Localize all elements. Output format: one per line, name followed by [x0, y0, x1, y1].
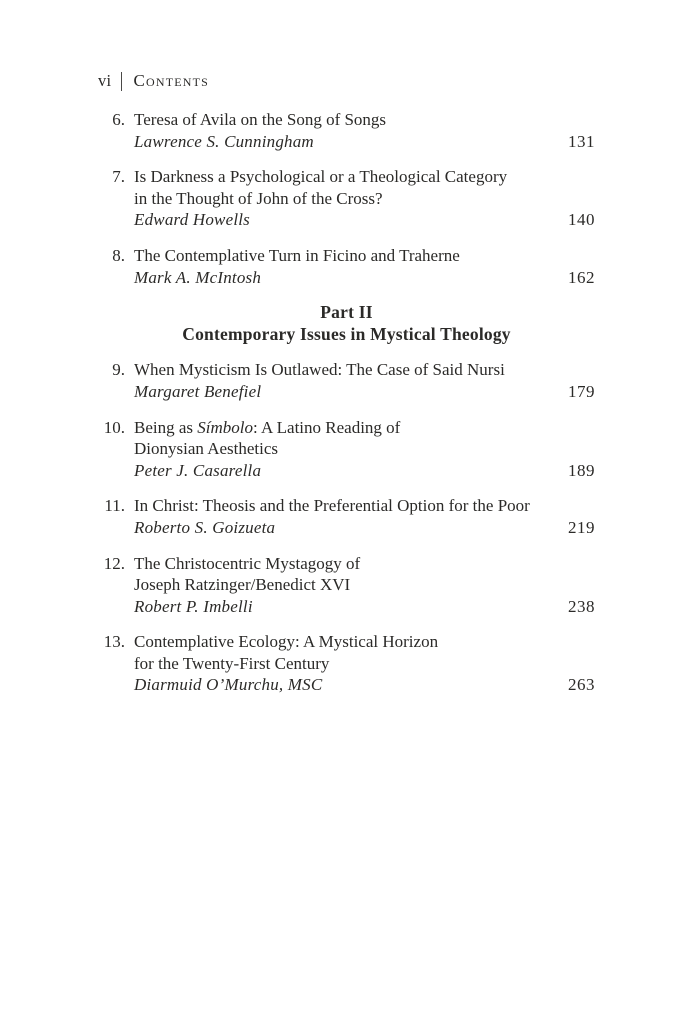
- entry-title: In Christ: Theosis and the Preferential Option for the Poor: [134, 496, 530, 516]
- entry-title: Being as Símbolo: A Latino Reading of Dionysian Aesthetics: [134, 417, 401, 459]
- entry-author-row: [134, 460, 595, 482]
- entry-author-row: [134, 517, 595, 539]
- entry-title: Teresa of Avila on the Song of Songs: [134, 110, 387, 129]
- entry-body: [134, 553, 595, 618]
- entry-number: 11.: [104, 496, 125, 516]
- entry-page-number: 179: [568, 381, 595, 401]
- entry-author-row: [134, 209, 595, 231]
- entry-author: Edward Howells: [134, 210, 250, 230]
- entry-body: [134, 631, 595, 696]
- entry-number: 8.: [112, 245, 125, 265]
- entry-page-number: 219: [568, 517, 595, 537]
- entry-body: [134, 417, 595, 482]
- text-block: [98, 70, 595, 710]
- toc-entry: [98, 245, 595, 288]
- part-number: Part II: [320, 302, 373, 323]
- entry-number: 9.: [112, 360, 125, 380]
- entry-author-row: [134, 131, 595, 153]
- entry-number: 10.: [103, 417, 125, 437]
- entry-page-number: 162: [568, 267, 595, 287]
- entry-page-number: 263: [568, 675, 595, 695]
- entry-page-number: 131: [568, 131, 595, 151]
- entry-author: Robert P. Imbelli: [134, 596, 253, 616]
- entry-author: Diarmuid O’Murchu, MSC: [134, 675, 323, 695]
- entry-page-number: 140: [568, 210, 595, 230]
- entry-author: Margaret Benefiel: [134, 381, 262, 401]
- entry-body: [134, 359, 595, 402]
- entry-body: [134, 109, 595, 152]
- entry-number: 13.: [103, 632, 125, 652]
- entry-number: 12.: [103, 553, 125, 573]
- entry-title: Is Darkness a Psychological or a Theological Category in the Thought of John of the Cross?: [134, 167, 508, 208]
- entry-author-row: [134, 674, 595, 696]
- toc-entry: [98, 417, 595, 482]
- toc-entry: [98, 495, 595, 538]
- toc-entry: [98, 166, 595, 231]
- entry-body: [134, 245, 595, 288]
- entry-author: Mark A. McIntosh: [134, 267, 262, 287]
- entry-author-row: [134, 267, 595, 289]
- toc-entry: [98, 109, 595, 152]
- entry-body: [134, 495, 595, 538]
- part-title: Contemporary Issues in Mystical Theology: [182, 323, 511, 344]
- part-heading: [98, 302, 595, 345]
- folio-page-number: vi: [98, 71, 112, 90]
- entry-body: [134, 166, 595, 231]
- entry-page-number: 238: [568, 596, 595, 616]
- header-divider-rule: [121, 72, 122, 91]
- toc-entry: [98, 631, 595, 696]
- toc-entry: [98, 359, 595, 402]
- entry-title: Contemplative Ecology: A Mystical Horizon for the Twenty-First Century: [134, 632, 439, 673]
- running-header: [98, 70, 595, 92]
- entry-author: Peter J. Casarella: [134, 460, 262, 480]
- entry-author: Roberto S. Goizueta: [134, 517, 276, 537]
- entry-title: The Christocentric Mystagogy of Joseph Ratzinger/Benedict XVI: [134, 553, 361, 595]
- header-title: Contents: [133, 71, 210, 90]
- entry-number: 6.: [112, 110, 125, 129]
- entry-author-row: [134, 381, 595, 403]
- entry-title: The Contemplative Turn in Ficino and Traherne: [134, 245, 460, 265]
- entry-author: Lawrence S. Cunningham: [134, 131, 314, 151]
- entry-author-row: [134, 596, 595, 618]
- entry-number: 7.: [112, 167, 125, 187]
- entry-title: When Mysticism Is Outlawed: The Case of Said Nursi: [134, 360, 505, 380]
- entry-page-number: 189: [568, 460, 595, 480]
- toc-list: [98, 109, 595, 696]
- toc-entry: [98, 553, 595, 618]
